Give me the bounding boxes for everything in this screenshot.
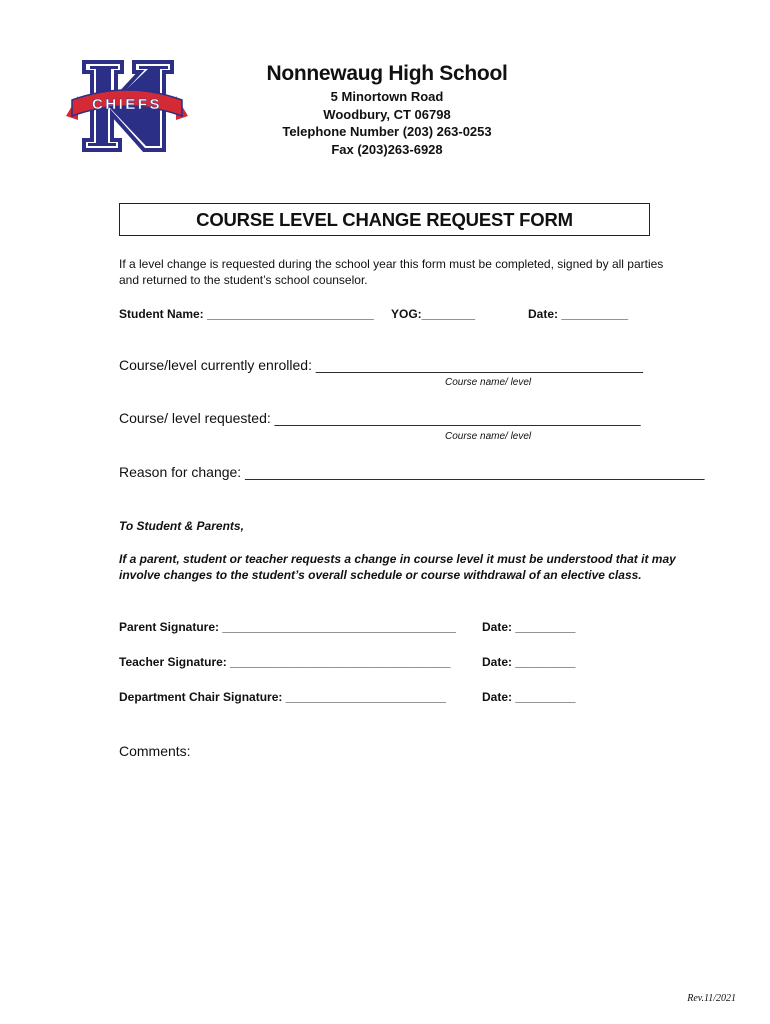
notice-heading: To Student & Parents, bbox=[119, 519, 244, 533]
revision-label: Rev.11/2021 bbox=[687, 993, 736, 1004]
school-name: Nonnewaug High School bbox=[266, 62, 508, 85]
school-header bbox=[232, 60, 542, 158]
chair-signature-field[interactable]: Department Chair Signature: ________________________ bbox=[119, 690, 446, 704]
student-name-field[interactable]: Student Name: _________________________ bbox=[119, 307, 374, 321]
teacher-date-field[interactable]: Date: _________ bbox=[482, 655, 576, 669]
current-course-field[interactable]: Course/level currently enrolled: __________________________________________ bbox=[119, 357, 643, 373]
form-title-box bbox=[119, 203, 650, 236]
comments-label: Comments: bbox=[119, 743, 191, 759]
address-line-1: 5 Minortown Road bbox=[330, 89, 444, 104]
reason-field[interactable]: Reason for change: ___________________________________________________________ bbox=[119, 464, 705, 480]
parent-date-field[interactable]: Date: _________ bbox=[482, 620, 576, 634]
requested-course-caption: Course name/ level bbox=[445, 431, 532, 442]
chiefs-logo bbox=[64, 60, 190, 152]
logo-banner-text: CHIEFS bbox=[91, 96, 163, 113]
fax-number: Fax (203)263-6928 bbox=[331, 141, 443, 157]
chair-date-field[interactable]: Date: _________ bbox=[482, 690, 576, 704]
requested-course-field[interactable]: Course/ level requested: _______________________________________________ bbox=[119, 410, 641, 426]
date-field[interactable]: Date: __________ bbox=[528, 307, 629, 321]
address-line-2: Woodbury, CT 06798 bbox=[323, 106, 451, 122]
form-title: COURSE LEVEL CHANGE REQUEST FORM bbox=[196, 208, 573, 230]
current-course-caption: Course name/ level bbox=[445, 377, 532, 388]
teacher-signature-field[interactable]: Teacher Signature: _________________________________ bbox=[119, 655, 451, 669]
phone-number: Telephone Number (203) 263-0253 bbox=[282, 124, 492, 139]
form-intro: If a level change is requested during the school year this form must be completed, signed by all parties and returned to the student’s school counselor. bbox=[119, 257, 664, 287]
yog-field[interactable]: YOG:________ bbox=[391, 307, 476, 321]
parent-signature-field[interactable]: Parent Signature: ___________________________________ bbox=[119, 620, 456, 634]
notice-body: If a parent, student or teacher requests a change in course level it must be understood that it may involve changes to the student’s overall schedule or course withdrawal of an elective class. bbox=[119, 552, 676, 582]
